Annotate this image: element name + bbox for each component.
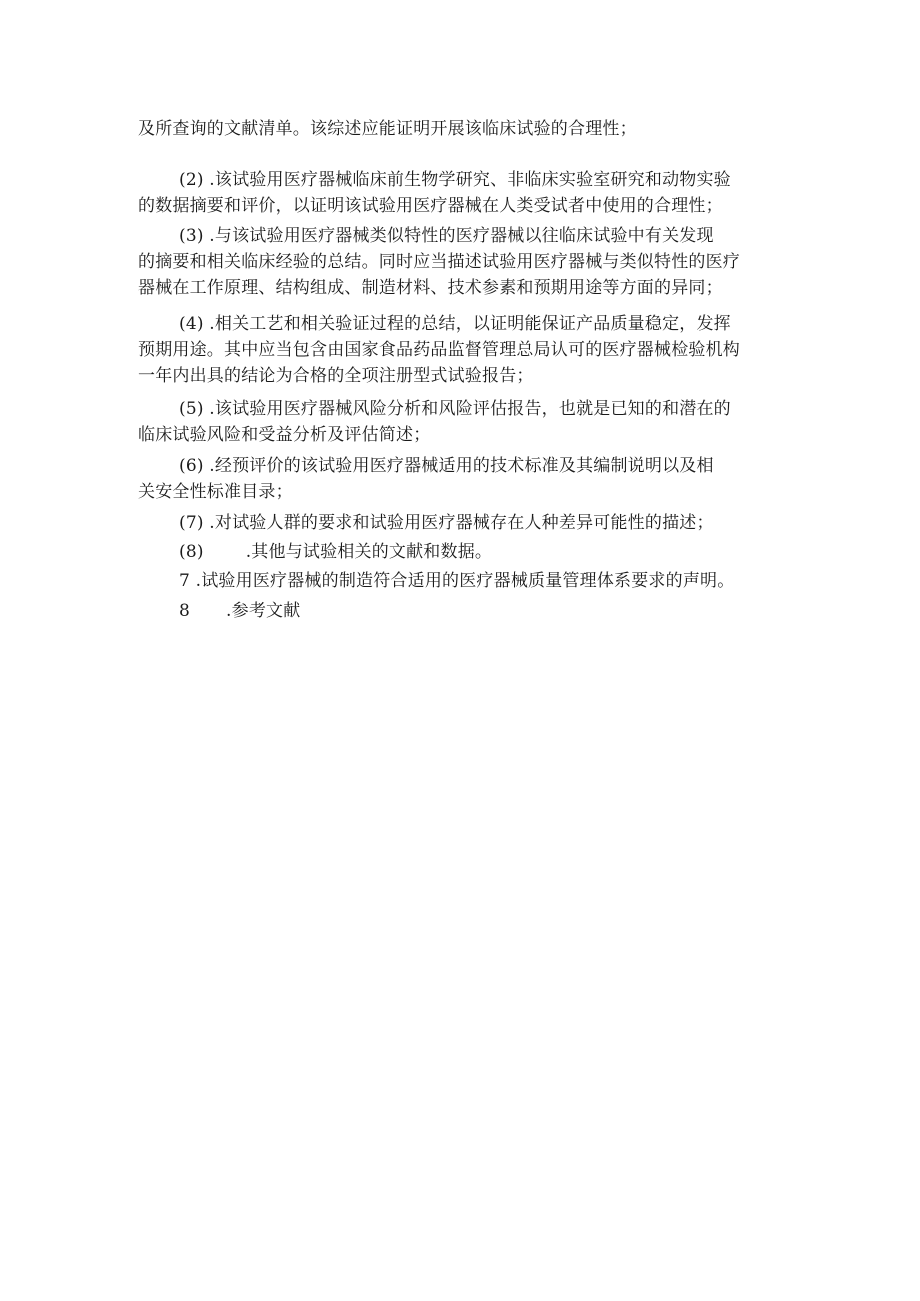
text-line: (6) .经预评价的该试验用医疗器械适用的技术标准及其编制说明以及相 [179,456,714,476]
section-heading-references: .参考文献 [226,601,301,621]
text-line: 器械在工作原理、结构组成、制造材料、技术参素和预期用途等方面的异同； [138,278,723,298]
text-line: 关安全性标准目录； [138,482,293,502]
text-line: (4) .相关工艺和相关验证过程的总结，以证明能保证产品质量稳定，发挥 [179,314,731,334]
text-line: (2) .该试验用医疗器械临床前生物学研究、非临床实验室研究和动物实验 [179,170,731,190]
paragraph-item-5 [138,396,798,448]
item-number: (8) [179,542,204,562]
text-line: .其他与试验相关的文献和数据。 [245,542,493,562]
text-line: 7 .试验用医疗器械的制造符合适用的医疗器械质量管理体系要求的声明。 [179,571,735,591]
text-line: (3) .与该试验用医疗器械类似特性的医疗器械以往临床试验中有关发现 [179,226,714,246]
paragraph-item-4 [138,311,798,389]
paragraph-item-8 [138,539,798,565]
text-line: 一年内出具的结论为合格的全项注册型式试验报告； [138,366,534,386]
paragraph-item-7 [138,510,798,536]
paragraph-item-3 [138,223,798,301]
text-line: 预期用途。其中应当包含由国家食品药品监督管理总局认可的医疗器械检验机构 [138,340,740,360]
paragraph-section-8 [138,598,798,624]
paragraph-item-6 [138,453,798,505]
section-number: 8 [179,601,191,621]
text-line: (7) .对试验人群的要求和试验用医疗器械存在人种差异可能性的描述； [179,513,714,533]
text-line: 临床试验风险和受益分析及评估简述； [138,425,431,445]
text-line: (5) .该试验用医疗器械风险分析和风险评估报告，也就是已知的和潜在的 [179,399,731,419]
paragraph-literature-list [138,116,798,142]
text-line: 的数据摘要和评价，以证明该试验用医疗器械在人类受试者中使用的合理性； [138,196,723,216]
paragraph-section-7 [138,568,798,594]
text-line: 及所查询的文献清单。该综述应能证明开展该临床试验的合理性； [138,119,637,139]
text-line: 的摘要和相关临床经验的总结。同时应当描述试验用医疗器械与类似特性的医疗 [138,252,740,272]
paragraph-item-2 [138,167,798,219]
